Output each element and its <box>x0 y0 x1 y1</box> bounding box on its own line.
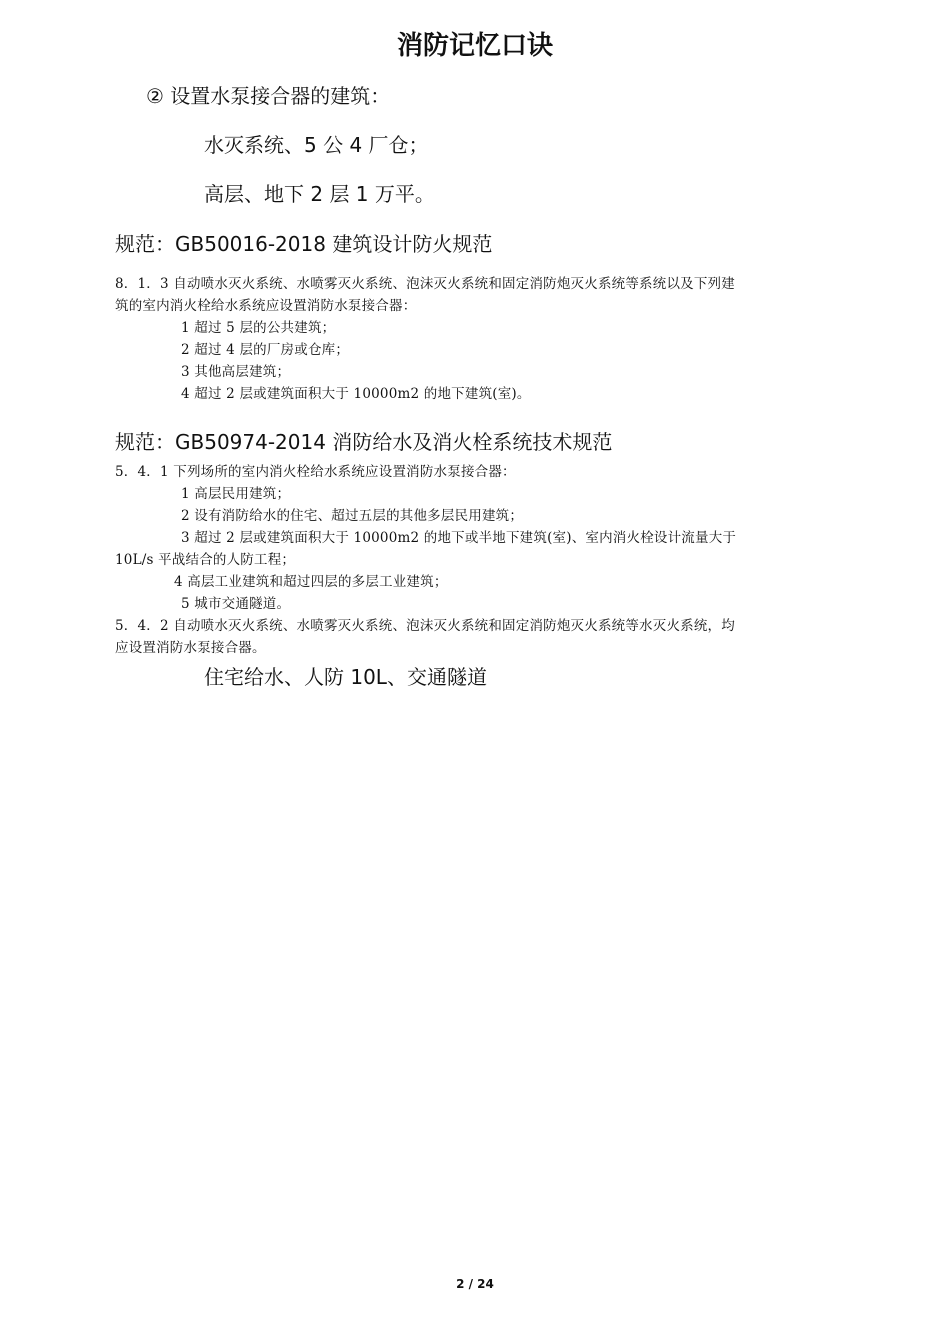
section-1-heading: 规范：GB50016-2018 建筑设计防火规范 <box>115 232 493 256</box>
mnemonic-line-2: 高层、地下 2 层 1 万平。 <box>204 182 435 206</box>
section-2-item-3-line-2: 10L/s 平战结合的人防工程； <box>115 552 296 568</box>
section-2-heading: 规范：GB50974-2014 消防给水及消火栓系统技术规范 <box>115 430 613 454</box>
lead-line: ② 设置水泵接合器的建筑： <box>146 84 391 108</box>
mnemonic-line-3: 住宅给水、人防 10L、交通隧道 <box>204 665 487 689</box>
page-number: 2 / 24 <box>456 1277 494 1291</box>
page-title: 消防记忆口诀 <box>396 31 553 61</box>
section-2-item-1: 1 高层民用建筑； <box>181 486 291 502</box>
section-2-clause-2-line-2: 应设置消防水泵接合器。 <box>115 640 266 656</box>
section-1-item: 3 其他高层建筑； <box>181 364 291 380</box>
section-1-item: 1 超过 5 层的公共建筑； <box>181 320 336 336</box>
section-2-item-2: 2 设有消防给水的住宅、超过五层的其他多层民用建筑； <box>181 508 524 524</box>
section-2-item-4: 4 高层工业建筑和超过四层的多层工业建筑； <box>174 574 448 590</box>
section-2-item-3-line-1: 3 超过 2 层或建筑面积大于 10000m2 的地下或半地下建筑(室)、室内消火栓设计流量大于 <box>181 530 737 546</box>
section-2-item-5: 5 城市交通隧道。 <box>181 596 291 612</box>
mnemonic-line-1: 水灭系统、5 公 4 厂仓； <box>204 133 429 157</box>
section-1-item: 4 超过 2 层或建筑面积大于 10000m2 的地下建筑(室)。 <box>181 386 531 402</box>
section-2-clause-1: 5．4．1 下列场所的室内消火栓给水系统应设置消防水泵接合器： <box>115 464 516 480</box>
section-1-clause-line-2: 筑的室内消火栓给水系统应设置消防水泵接合器： <box>115 298 417 314</box>
section-1-item: 2 超过 4 层的厂房或仓库； <box>181 342 350 358</box>
section-2-clause-2-line-1: 5．4．2 自动喷水灭火系统、水喷雾灭火系统、泡沫灭火系统和固定消防炮灭火系统等水灭火系统，均 <box>115 618 735 634</box>
section-1-clause-line-1: 8．1．3 自动喷水灭火系统、水喷雾灭火系统、泡沫灭火系统和固定消防炮灭火系统等系统以及下列建 <box>115 276 735 292</box>
